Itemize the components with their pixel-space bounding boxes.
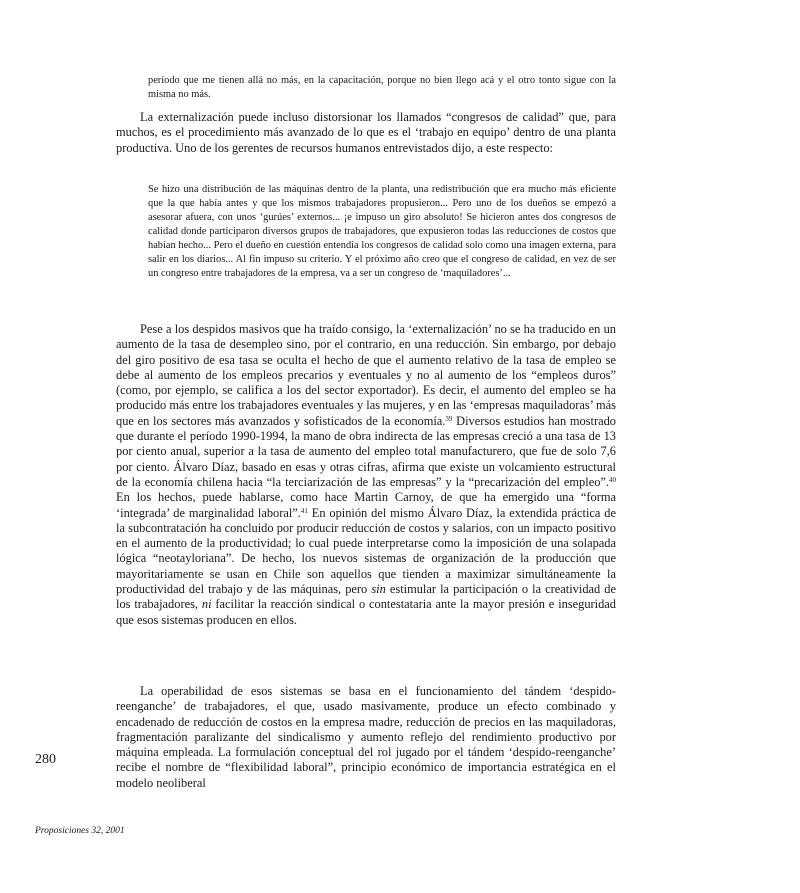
para2-text-5: estimular la participación o la creatividad de los trabajadores, bbox=[116, 582, 616, 612]
para2-text-3: En los hechos, puede hablarse, como hace Martin Carnoy, de que ha emergido una “forma ‘integrada’ de marginalidad laboral”. bbox=[116, 490, 616, 520]
footnote-ref-41: 41 bbox=[300, 506, 308, 515]
footnote-ref-40: 40 bbox=[609, 475, 616, 484]
para2-text-1: Pese a los despidos masivos que ha traído consigo, la ‘externalización’ no se ha traducido en un aumento de la tasa de desempleo sino, por el contrario, en una reducción. Sin embargo, por debajo del giro positivo de esa tasa se oculta el hecho de que el aumento relativo de la tasa de empleo se debe al aumento de los empleos precarios y eventuales y no al aumento de los “empleos duros” (como, por ejemplo, se califica a los del sector exportador). Es decir, el aumento del empleo se ha producido más entre los trabajadores eventuales y las mujeres, y en las ‘empresas maquiladoras’ más que en los sectores más avanzados y sofisticados de la economía. bbox=[116, 322, 616, 428]
para2-text-4: En opinión del mismo Álvaro Díaz, la extendida práctica de la subcontratación ha concluido por producir reducción de costos y salarios, con un impacto positivo en el aumento de la productividad; lo cual puede interpretarse como la imposición de una solapada lógica “neotayloriana”. De hecho, los nuevos sistemas de organización de la producción que mayoritariamente se usan en Chile son aquellos que tienden a maximizar simultáneamente la productividad del trabajo y de las máquinas, pero bbox=[116, 505, 616, 597]
journal-footer: Proposiciones 32, 2001 bbox=[35, 826, 125, 836]
emphasis-sin: sin bbox=[371, 582, 386, 597]
emphasis-ni: ni bbox=[201, 597, 212, 612]
paragraph-operabilidad: La operabilidad de esos sistemas se basa en el funcionamiento del tándem ‘despido-reenganche’ de trabajadores, el que, usado masivamente, produce un efecto combinado y encadenado de reducción de costos en la empresa madre, reducción de precios en las maquiladoras, fragmentación paralizante del sindicalismo y aumento reflejo del rendimiento productivo por máquina empleada. La formulación conceptual del rol jugado por el tándem ‘despido-reenganche’ recibe el nombre de “flexibilidad laboral”, principio económico de importancia estratégica en el modelo neoliberal bbox=[116, 684, 616, 790]
paragraph-congresos: La externalización puede incluso distorsionar los llamados “congresos de calidad” que, para muchos, es el procedimiento más avanzado de lo que es el ‘trabajo en equipo’ dentro de una planta productiva. Uno de los gerentes de recursos humanos entrevistados dijo, a este respecto: bbox=[116, 110, 616, 155]
para2-text-6: facilitar la reacción sindical o contestataria ante la mayor presión e inseguridad que esos sistemas producen en ellos. bbox=[116, 597, 617, 627]
page-number: 280 bbox=[35, 752, 56, 767]
footnote-ref-39: 39 bbox=[445, 414, 453, 423]
paragraph-despidos bbox=[116, 322, 616, 628]
block-quote-continuation: período que me tienen allá no más, en la capacitación, porque no bien llego acá y el otro tonto sigue con la misma no más. bbox=[148, 75, 616, 100]
para2-text-2: Diversos estudios han mostrado que durante el período 1990-1994, la mano de obra indirecta de las empresas creció a una tasa de 13 por ciento anual, superior a la tasa de aumento del empleo total manufacturero, que fue de solo 7,6 por ciento. Álvaro Díaz, basado en esas y otras cifras, afirma que existe un volcamiento estructural de la economía chilena hacia “la terciarización de las empresas” y la “precarización del empleo”. bbox=[116, 413, 616, 489]
block-quote-gerente: Se hizo una distribución de las máquinas dentro de la planta, una redistribución que era mucho más eficiente que la que había antes y que los mismos trabajadores propusieron... Pero uno de los dueños se empezó a asesorar afuera, con unos ‘gurúes’ externos... ¡e impuso un giro absoluto! Se hicieron antes dos congresos de calidad donde participaron diversos grupos de trabajadores, que expusieron todas las reducciones de costos que habían hecho... Pero el dueño en cuestión entendía los congresos de calidad solo como una imagen externa, para salir en los diarios... Al fin impuso su criterio. Y el próximo año creo que el congreso de calidad, en vez de ser un congreso entre trabajadores de la empresa, va a ser un congreso de ‘maquiladores’... bbox=[148, 184, 616, 279]
